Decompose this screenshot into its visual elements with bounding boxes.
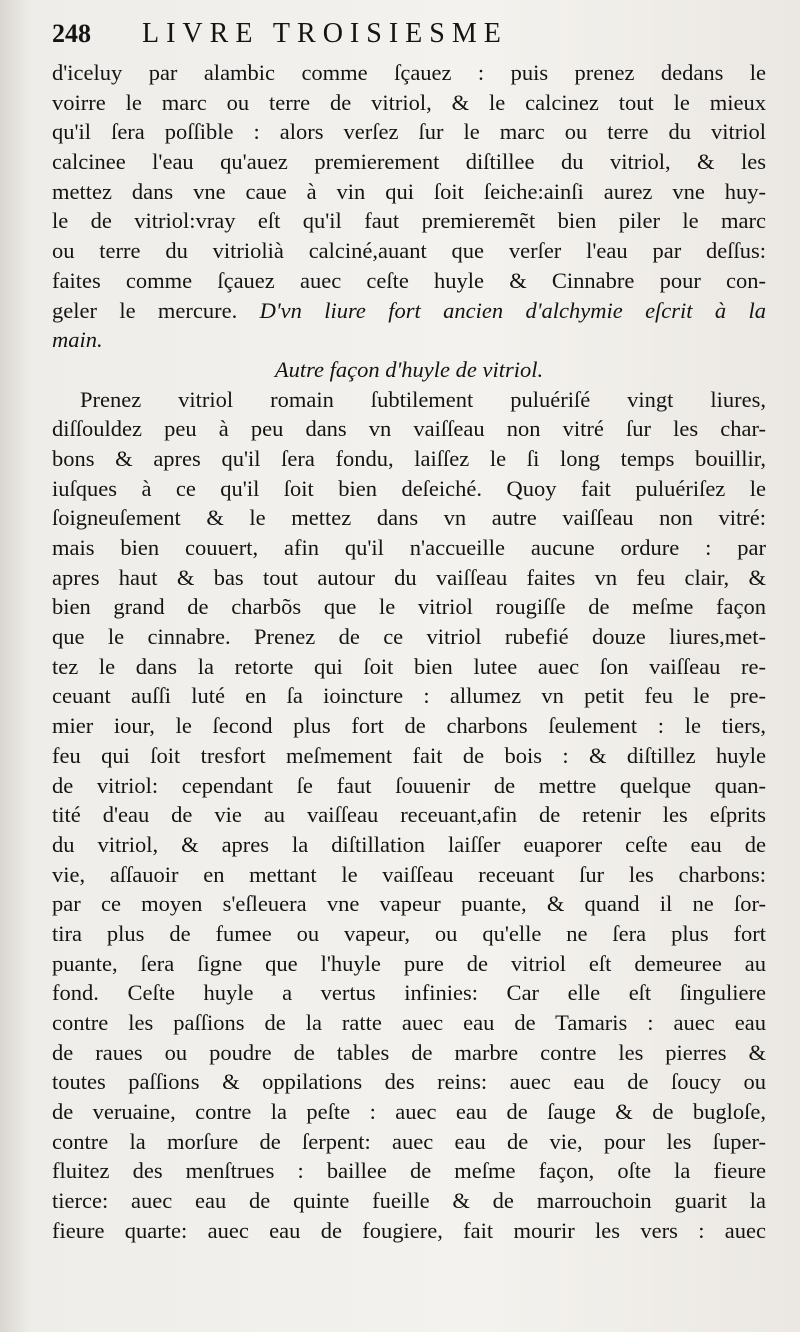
text-line: de vitriol: cependant ſe faut ſouuenir de mettre quelque quan- [52,772,766,798]
text-line: tité d'eau de vie au vaiſſeau receuant,afin de retenir les eſprits [52,802,766,828]
text-line: geler le mercure. D'vn liure fort ancien d'alchymie eſcrit à la [52,297,766,323]
source-citation: D'vn liure fort ancien d'alchymie eſcrit à la [259,297,766,323]
text-line: main. [52,327,103,353]
page-number: 248 [52,19,91,48]
text-line: toutes paſſions & oppilations des reins: auec eau de ſoucy ou [52,1069,766,1095]
text-line: puante, ſera ſigne que l'huyle pure de vitriol eſt demeuree au [52,950,766,976]
text-line: mettez dans vne caue à vin qui ſoit ſeiche:ainſi aurez vne huy- [52,178,766,204]
text-line: tez le dans la retorte qui ſoit bien lutee auec ſon vaiſſeau re- [52,653,766,679]
section-heading: Autre façon d'huyle de vitriol. [274,356,544,382]
text-line: que le cinnabre. Prenez de ce vitriol rubefié douze liures,met- [52,624,766,650]
text-line: de veruaine, contre la peſte : auec eau de ſauge & de bugloſe, [52,1099,766,1125]
text-line: calcinee l'eau qu'auez premierement diſtillee du vitriol, & les [52,149,766,175]
text-line: feu qui ſoit tresfort meſmement fait de bois : & diſtillez huyle [52,742,766,768]
text-line: contre la morſure de ſerpent: auec eau de vie, pour les ſuper- [52,1128,766,1154]
text-line: fond. Ceſte huyle a vertus infinies: Car elle eſt ſinguliere [52,980,766,1006]
running-title: LIVRE TROISIESME [142,18,508,49]
text-line: iuſques à ce qu'il ſoit bien deſeiché. Quoy fait puluériſez le [52,475,766,501]
body-text [52,58,766,1246]
text-line: ceuant auſſi luté en ſa ioincture : allumez vn petit feu le pre- [52,683,766,709]
text-line: bien grand de charbõs que le vitriol rougiſſe de meſme façon [52,594,766,620]
text-line: mais bien couuert, afin qu'il n'accueille aucune ordure : par [52,535,766,560]
text-line: par ce moyen s'eſleuera vne vapeur puante, & quand il ne ſor- [52,891,766,917]
text-line: vie, aſſauoir en mettant le vaiſſeau receuant ſur les charbons: [52,861,766,887]
text-line: tira plus de fumee ou vapeur, ou qu'elle ne ſera plus fort [52,920,766,946]
text-line: ſoigneuſement & le mettez dans vn autre vaiſſeau non vitré: [52,505,766,531]
text-line: le de vitriol:vray eſt qu'il faut premieremẽt bien piler le marc [52,208,766,234]
text-line: apres haut & bas tout autour du vaiſſeau faites vn feu clair, & [52,564,766,590]
text-line: qu'il ſera poſſible : alors verſez ſur le marc ou terre du vitriol [52,119,766,145]
text-line: contre les paſſions de la ratte auec eau de Tamaris : auec eau [52,1010,766,1035]
text-line: de raues ou poudre de tables de marbre contre les pierres & [52,1039,766,1065]
text-line: mier iour, le ſecond plus fort de charbons ſeulement : le tiers, [52,713,766,739]
text-line: Prenez vitriol romain ſubtilement puluériſé vingt liures, [80,386,766,412]
text-line: d'iceluy par alambic comme ſçauez : puis prenez dedans le [52,60,766,85]
text-line: fluitez des menſtrues : baillee de meſme façon, oſte la fieure [52,1158,766,1184]
text-line: bons & apres qu'il ſera fondu, laiſſez le ſi long temps bouillir, [52,445,766,471]
text-line: diſſouldez peu à peu dans vn vaiſſeau non vitré ſur les char- [52,416,766,442]
text-line: fieure quarte: auec eau de fougiere, fait mourir les vers : auec [52,1217,766,1243]
text-line: du vitriol, & apres la diſtillation laiſſer euaporer ceſte eau de [52,831,766,857]
page-header [52,18,766,58]
text-line: faites comme ſçauez auec ceſte huyle & Cinnabre pour con- [52,267,766,293]
text-line: tierce: auec eau de quinte fueille & de marrouchoin guarit la [52,1188,766,1214]
text-line: voirre le marc ou terre de vitriol, & le calcinez tout le mieux [52,89,766,115]
text-line: ou terre du vitriolià calciné,auant que verſer l'eau par deſſus: [52,238,766,264]
